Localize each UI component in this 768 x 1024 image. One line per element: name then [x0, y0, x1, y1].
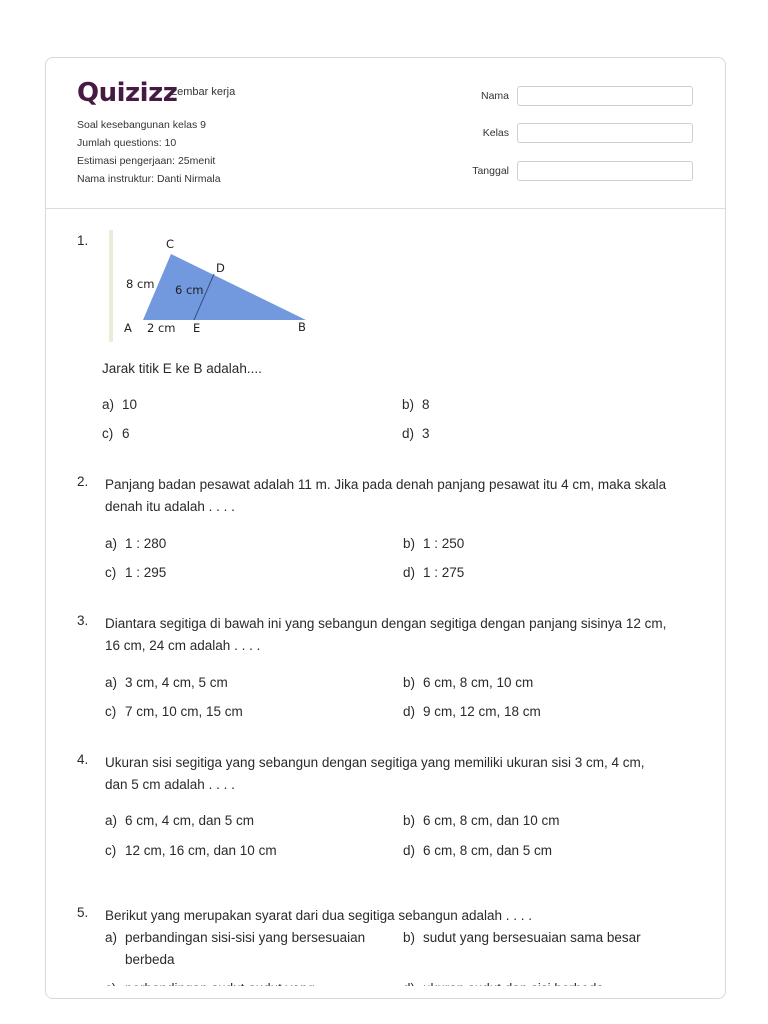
answer-option: a) 3 cm, 4 cm, 5 cm: [105, 675, 228, 690]
point-c-label: C: [166, 237, 175, 251]
worksheet: [45, 57, 726, 999]
answer-option: a) 10: [102, 397, 138, 412]
answer-option: c) 7 cm, 10 cm, 15 cm: [105, 704, 243, 719]
figure-accent-bar: [109, 230, 113, 342]
length-ac-label: 8 cm: [126, 277, 155, 291]
quizizz-logo: Quizizz: [77, 78, 178, 108]
class-field[interactable]: [517, 123, 693, 143]
answer-option: a) perbandingan sisi-sisi yang bersesuaian: [105, 930, 366, 945]
name-label: Nama: [480, 90, 509, 102]
answer-option: b) 6 cm, 8 cm, 10 cm: [403, 675, 534, 690]
answer-option: b) 6 cm, 8 cm, dan 10 cm: [403, 813, 560, 828]
question-text-line-2: dan 5 cm adalah . . . .: [105, 777, 235, 792]
question-text-line-2: 16 cm, 24 cm adalah . . . .: [105, 638, 261, 653]
instructor-name: Nama instruktur: Danti Nirmala: [77, 173, 221, 185]
answer-option: d) 3: [402, 426, 430, 441]
triangle-figure: [109, 228, 319, 346]
worksheet-title: Soal kesebangunan kelas 9: [77, 119, 207, 131]
answer-option: a) 6 cm, 4 cm, dan 5 cm: [105, 813, 255, 828]
answer-option: d) 9 cm, 12 cm, 18 cm: [403, 704, 541, 719]
answer-option: c) 12 cm, 16 cm, dan 10 cm: [105, 843, 277, 858]
answer-option: c) 6: [102, 426, 130, 441]
question-number: 1.: [77, 233, 89, 248]
answer-option: b) 8: [402, 397, 430, 412]
point-e-label: E: [193, 321, 201, 335]
length-ae-label: 2 cm: [147, 321, 176, 335]
point-b-label: B: [298, 320, 306, 334]
question-count: Jumlah questions: 10: [77, 137, 177, 149]
question-text-line-1: Ukuran sisi segitiga yang sebangun dengan segitiga yang memiliki ukuran sisi 3 cm, 4 cm,: [105, 755, 645, 770]
point-a-label: A: [124, 321, 132, 335]
question-number: 5.: [77, 905, 89, 920]
date-label: Tanggal: [472, 165, 509, 177]
worksheet-subtitle: Lembar kerja: [171, 86, 236, 98]
date-field[interactable]: [517, 161, 693, 181]
question-text-line-1: Panjang badan pesawat adalah 11 m. Jika pada denah panjang pesawat itu 4 cm, maka skala: [105, 477, 667, 492]
answer-option: c) 1 : 295: [105, 565, 167, 580]
question-text: Berikut yang merupakan syarat dari dua segitiga sebangun adalah . . . .: [105, 908, 533, 923]
answer-option: d) 1 : 275: [403, 565, 465, 580]
answer-option-continuation: berbeda: [125, 952, 175, 967]
answer-option: b) sudut yang bersesuaian sama besar: [403, 930, 641, 945]
question-text: Jarak titik E ke B adalah....: [102, 361, 262, 376]
answer-option: d) 6 cm, 8 cm, dan 5 cm: [403, 843, 553, 858]
page-cutoff: [46, 986, 725, 998]
question-text-line-1: Diantara segitiga di bawah ini yang sebangun dengan segitiga dengan panjang sisinya 12 cm,: [105, 616, 667, 631]
question-number: 4.: [77, 752, 89, 767]
answer-option: b) 1 : 250: [403, 536, 465, 551]
class-label: Kelas: [482, 127, 509, 139]
estimated-time: Estimasi pengerjaan: 25menit: [77, 155, 216, 167]
question-number: 2.: [77, 474, 89, 489]
question-text-line-2: denah itu adalah . . . .: [105, 499, 235, 514]
worksheet-header: [46, 58, 725, 209]
point-d-label: D: [216, 261, 225, 275]
triangle-diagram: [109, 228, 319, 346]
name-field[interactable]: [517, 86, 693, 106]
answer-option: a) 1 : 280: [105, 536, 167, 551]
question-number: 3.: [77, 613, 89, 628]
length-de-label: 6 cm: [175, 283, 204, 297]
